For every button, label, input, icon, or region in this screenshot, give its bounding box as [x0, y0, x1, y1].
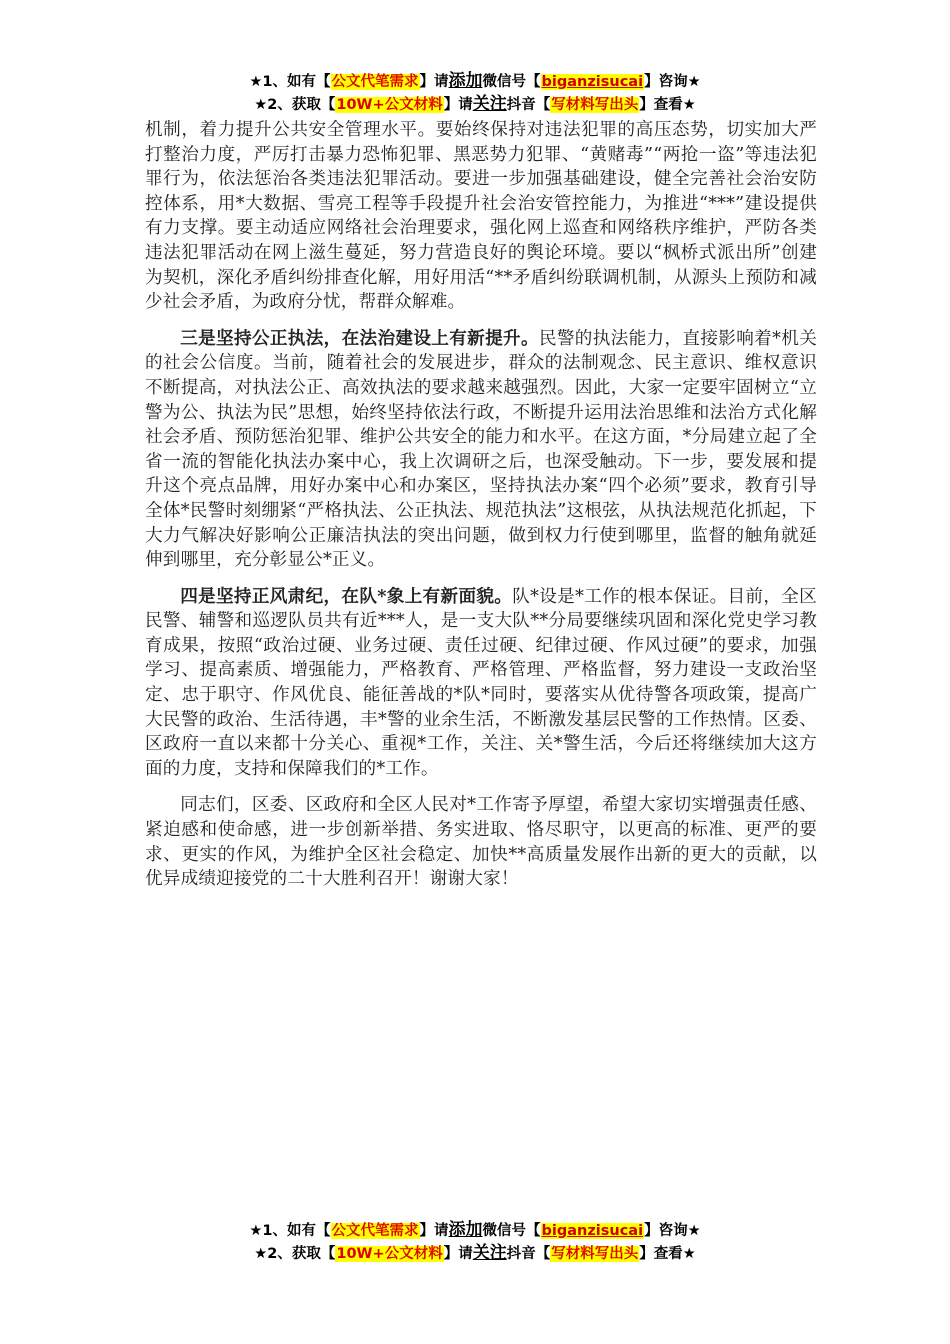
ghostwriting-highlight: 公文代笔需求 [331, 1223, 419, 1239]
banner-text: 微信号【 [482, 74, 541, 90]
douyin-account-highlight[interactable]: 写材料写出头 [551, 97, 639, 113]
banner-text: ★2、获取【 [254, 1246, 336, 1262]
document-body [145, 118, 817, 904]
douyin-account-highlight[interactable]: 写材料写出头 [551, 1246, 639, 1262]
paragraph-fair-enforcement [145, 327, 817, 573]
banner-text: ★2、获取【 [254, 97, 336, 113]
follow-emphasis: 关注 [472, 1243, 507, 1263]
section-heading: 四是坚持正风肃纪，在队*象上有新面貌。 [180, 585, 513, 607]
banner-text: 抖音【 [506, 1246, 551, 1262]
banner-line-1 [0, 70, 950, 93]
banner-text: 】请 [443, 1246, 473, 1262]
add-emphasis: 添加 [448, 1220, 483, 1240]
follow-emphasis: 关注 [472, 94, 507, 114]
banner-text: 】请 [419, 74, 449, 90]
paragraph-text: 民警的执法能力，直接影响着*机关的社会公信度。当前，随着社会的发展进步，群众的法制观念、民主意识、维权意识不断提高，对执法公正、高效执法的要求越来越强烈。因此，大家一定要牢固树立“立警为公、执法为民”思想，始终坚持依法行政，不断提升运用法治思维和法治方式化解社会矛盾、预防惩治犯罪、维护公共安全的能力和水平。在这方面，*分局建立起了全省一流的智能化执法办案中心，我上次调研之后，也深受触动。下一步，要发展和提升这个亮点品牌，用好办案中心和办案区，坚持执法办案“四个必须”要求，教育引导全体*民警时刻绷紧“严格执法、公正执法、规范执法”这根弦，从执法规范化抓起，下大力气解决好影响公正廉洁执法的突出问题，做到权力行使到哪里，监督的触角就延伸到哪里，充分彰显公*正义。 [145, 328, 817, 571]
add-emphasis: 添加 [448, 71, 483, 91]
banner-text: 】咨询★ [644, 1223, 701, 1239]
banner-text: 】咨询★ [644, 74, 701, 90]
banner-text: 】请 [419, 1223, 449, 1239]
paragraph-continued: 机制，着力提升公共安全管理水平。要始终保持对违法犯罪的高压态势，切实加大严打整治力度，严厉打击暴力恐怖犯罪、黑恶势力犯罪、“黄赌毒”“两抢一盗”等违法犯罪行为，依法惩治各类违法犯罪活动。要进一步加强基础建设，健全完善社会治安防控体系，用*大数据、雪亮工程等手段提升社会治安管控能力，为推进“***”建设提供有力支撑。要主动适应网络社会治理要求，强化网上巡查和网络秩序维护，严防各类违法犯罪活动在网上滋生蔓延，努力营造良好的舆论环境。要以“枫桥式派出所”创建为契机，深化矛盾纠纷排查化解，用好用活“**矛盾纠纷联调机制，从源头上预防和减少社会矛盾，为政府分忧，帮群众解难。 [145, 120, 817, 313]
banner-text: 】请 [443, 97, 473, 113]
banner-text: 】查看★ [639, 1246, 696, 1262]
paragraph-closing: 同志们，区委、区政府和全区人民对*工作寄予厚望，希望大家切实增强责任感、紧迫感和使命感，进一步创新举措、务实进取、恪尽职守，以更高的标准、更严的要求、更实的作风，为维护全区社会稳定、加快**高质量发展作出新的更大的贡献，以优异成绩迎接党的二十大胜利召开！谢谢大家！ [145, 795, 817, 890]
materials-highlight: 10W+公文材料 [336, 1246, 443, 1262]
wechat-id-link[interactable]: biganzisucai [541, 74, 644, 90]
materials-highlight: 10W+公文材料 [336, 97, 443, 113]
paragraph-discipline [145, 585, 817, 782]
banner-line-2 [0, 1242, 950, 1265]
banner-line-2 [0, 93, 950, 116]
banner-text: 微信号【 [482, 1223, 541, 1239]
paragraph-text: 队*设是*工作的根本保证。目前，全区民警、辅警和巡逻队员共有近***人，是一支大队**分局要继续巩固和深化党史学习教育成果，按照“政治过硬、业务过硬、责任过硬、纪律过硬、作风过硬”的要求，加强学习、提高素质、增强能力，严格教育、严格管理、严格监督，努力建设一支政治坚定、忠于职守、作风优良、能征善战的*队*同时，要落实从优待警各项政策，提高广大民警的政治、生活待遇，丰*警的业余生活，不断激发基层民警的工作热情。区委、区政府一直以来都十分关心、重视*工作，关注、关*警生活，今后还将继续加大这方面的力度，支持和保障我们的*工作。 [145, 586, 817, 779]
ghostwriting-highlight: 公文代笔需求 [331, 74, 419, 90]
section-heading: 三是坚持公正执法，在法治建设上有新提升。 [180, 327, 539, 349]
wechat-id-link[interactable]: biganzisucai [541, 1223, 644, 1239]
banner-line-1 [0, 1219, 950, 1242]
banner-text: ★1、如有【 [249, 74, 331, 90]
footer-banner [0, 1219, 950, 1265]
banner-text: ★1、如有【 [249, 1223, 331, 1239]
banner-text: 抖音【 [506, 97, 551, 113]
header-banner [0, 70, 950, 116]
banner-text: 】查看★ [639, 97, 696, 113]
